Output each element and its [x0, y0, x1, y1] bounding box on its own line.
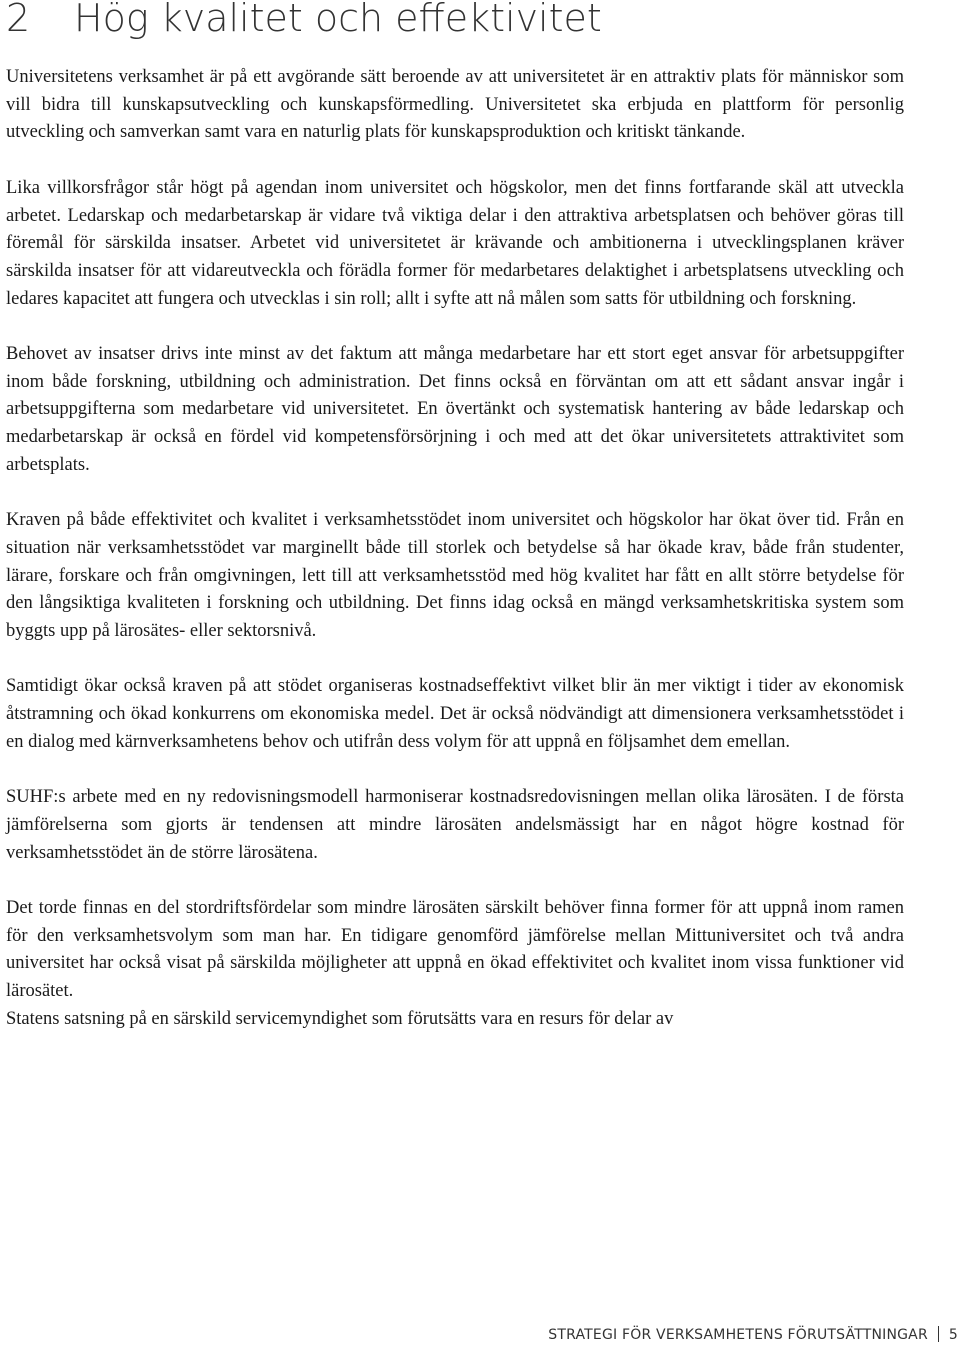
paragraph: Kraven på både effektivitet och kvalitet i verksamhetsstödet inom universitet och högskolor har ökat över tid. Från en situation när verksamhetsstödet var marginellt både till storlek och betydelse så har ökade krav, både från studenter, lärare, forskare och från omgivningen, lett till att verksamhetsstöd med hög kvalitet har fått en allt större betydelse för den långsiktiga kvaliteten i forskning och utbildning. Det finns idag också en mängd verksamhetskritiska system som byggts upp på lärosätes- eller sektorsnivå.	[6, 510, 904, 642]
chapter-title: Hög kvalitet och effektivitet	[74, 0, 602, 40]
footer-divider	[938, 1326, 939, 1342]
paragraph: Behovet av insatser drivs inte minst av det faktum att många medarbetare har ett stort eget ansvar för arbetsuppgifter inom både forskning, utbildning och administration. Det finns också en förväntan om att ett sådant ansvar ingår i arbetsuppgifterna som medarbetare vid universitetet. En övertänkt och systematisk hantering av både ledarskap och medarbetarskap är också en fördel vid kompetensförsörjning i och med att det ökar universitetets attraktivitet som arbetsplats.	[6, 344, 904, 475]
page-footer	[548, 1325, 960, 1345]
chapter-heading	[6, 0, 602, 42]
paragraph: Universitetens verksamhet är på ett avgörande sätt beroende av att universitetet är en attraktiv plats för människor som vill bidra till kunskapsutveckling och kunskapsförmedling. Universitetet ska erbjuda en plattform för personlig utveckling och samverkan samt vara en naturlig plats för kunskapsproduktion och kritiskt tänkande.	[6, 67, 904, 143]
body-text	[6, 64, 904, 1034]
paragraph: Samtidigt ökar också kraven på att stödet organiseras kostnadseffektivt vilket blir än mer viktigt i tider av ekonomisk åtstramning och ökad konkurrens om ekonomiska medel. Det är också nödvändigt att dimensionera verksamhetsstödet i en dialog med kärnverksamhetens behov och utifrån dess volym för att uppnå en följsamhet dem emellan.	[6, 676, 904, 752]
paragraph: Lika villkorsfrågor står högt på agendan inom universitet och högskolor, men det finns fortfarande skäl att utveckla arbetet. Ledarskap och medarbetarskap är vidare två viktiga delar i den attraktiva arbetsplatsen och behöver göras till föremål för särskilda insatser. Arbetet vid universitetet är krävande och ambitionerna i utvecklingsplanen kräver särskilda insatser för att vidareutveckla och förädla former för medarbetares delaktighet i arbetsplatsens utveckling och ledares kapacitet att fungera och utvecklas i sin roll; allt i syfte att nå målen som satts för utbildning och forskning.	[6, 177, 904, 309]
chapter-number: 2	[6, 0, 31, 40]
running-title: STRATEGI FÖR VERKSAMHETENS FÖRUTSÄTTNINGAR	[548, 1327, 928, 1343]
paragraph: Det torde finnas en del stordriftsfördelar som mindre lärosäten särskilt behöver finna former för att uppnå inom ramen för den verksamhetsvolym som man har. En tidigare genomförd jämförelse mellan Mittuniversitet och två andra universitet har också visat på särskilda möjligheter att uppnå en ökad effektivitet och kvalitet inom vissa funktioner vid lärosätet.	[6, 898, 904, 1002]
page-number: 5	[948, 1327, 958, 1343]
paragraph: SUHF:s arbete med en ny redovisningsmodell harmoniserar kostnadsredovisningen mellan olika lärosäten. I de första jämförelserna som gjorts är tendensen att mindre lärosäten andelsmässigt har en något högre kostnad för verksamhetsstödet än de större lärosätena.	[6, 787, 904, 863]
paragraph: Statens satsning på en särskild servicemyndighet som förutsätts vara en resurs för delar av	[6, 1008, 674, 1029]
